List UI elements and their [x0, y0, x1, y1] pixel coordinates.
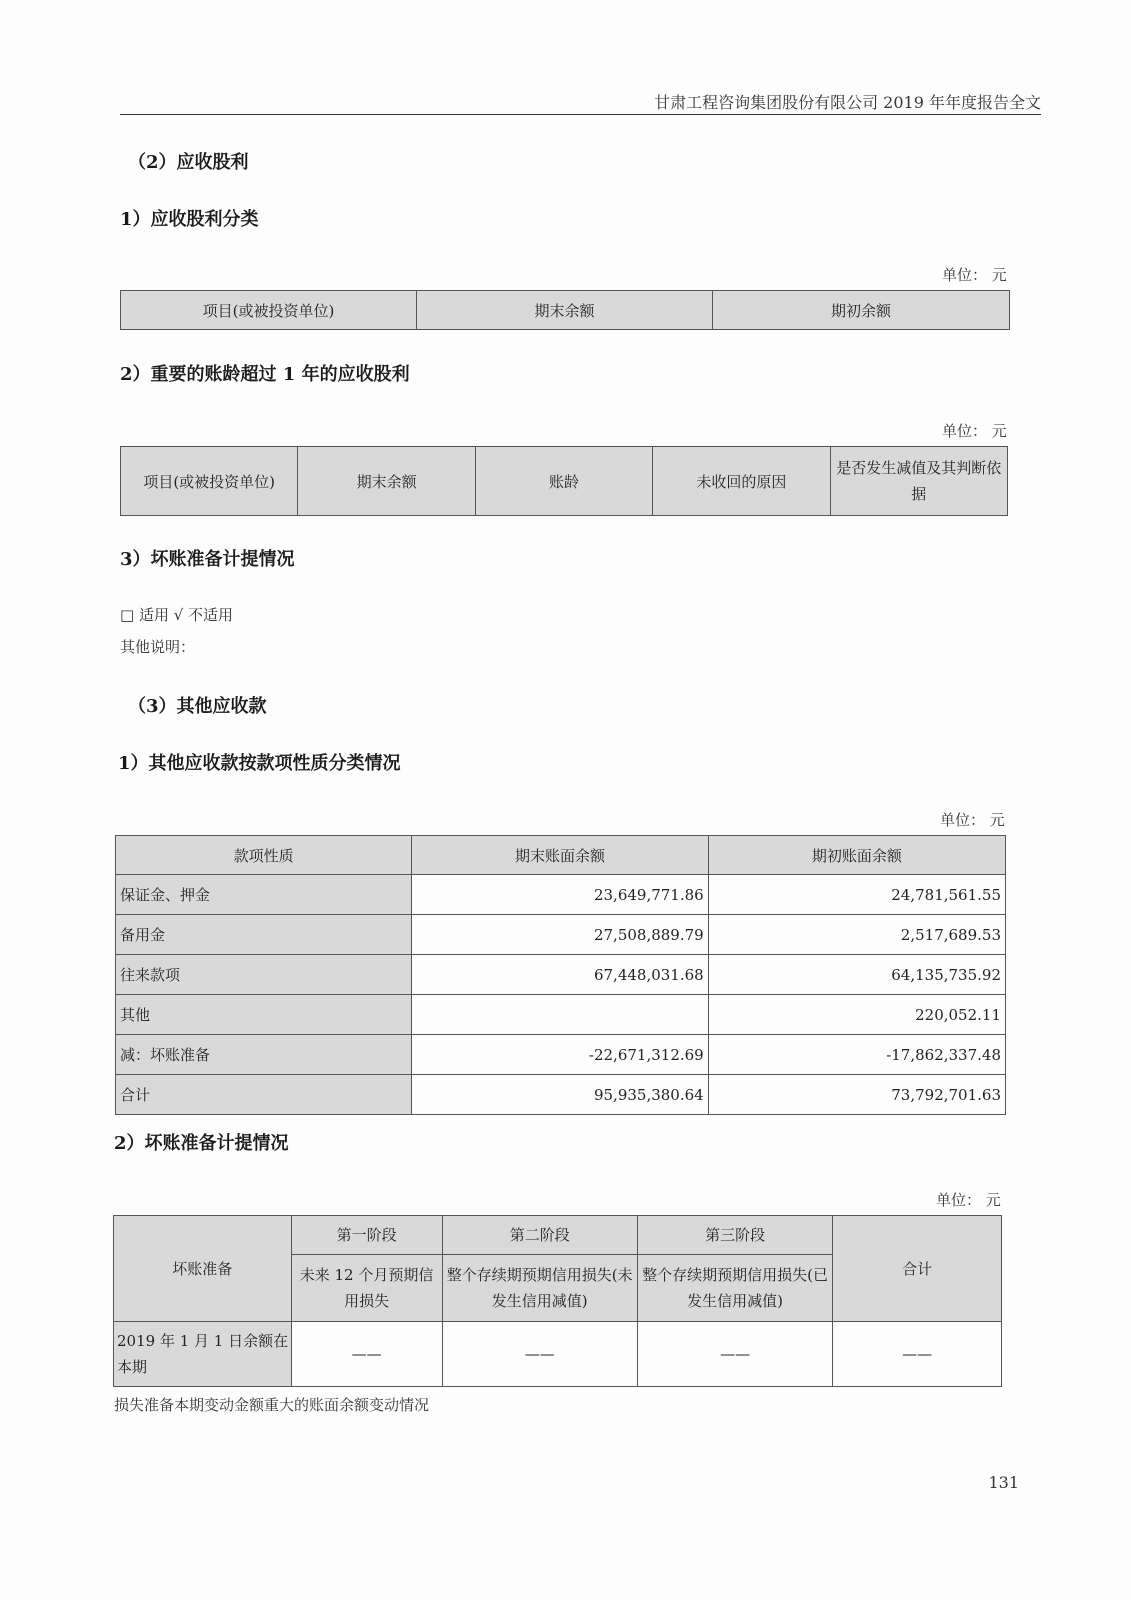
closing-balance-cell: 95,935,380.64	[412, 1075, 708, 1115]
applicability-checkbox-text: □ 适用 √ 不适用	[120, 606, 234, 624]
unit-label: 单位： 元	[942, 266, 1007, 284]
receivables-by-nature-table	[115, 835, 1006, 1115]
unit-label: 单位： 元	[942, 422, 1007, 440]
row-label: 其他	[116, 995, 412, 1035]
total-header: 合计	[833, 1216, 1002, 1322]
dividend-classification-table	[120, 290, 1010, 330]
row-label: 往来款项	[116, 955, 412, 995]
opening-balance-cell: 64,135,735.92	[708, 955, 1005, 995]
opening-balance-cell: 24,781,561.55	[708, 875, 1005, 915]
subheading-bad-debt-provision-2: 2）坏账准备计提情况	[114, 1133, 289, 1154]
stage-3-header: 第三阶段	[637, 1216, 832, 1255]
header-cell: 未收回的原因	[653, 447, 830, 516]
stage-3-description: 整个存续期预期信用损失(已发生信用减值)	[637, 1255, 832, 1322]
header-cell: 期末余额	[417, 291, 713, 330]
header-rule	[120, 114, 1041, 115]
other-notes-label: 其他说明：	[120, 638, 196, 656]
row-label: 保证金、押金	[116, 875, 412, 915]
header-cell: 款项性质	[116, 836, 412, 875]
stage-1-description: 未来 12 个月预期信用损失	[291, 1255, 442, 1322]
header-cell: 期末账面余额	[412, 836, 708, 875]
header-cell: 项目(或被投资单位)	[121, 447, 298, 516]
table-row	[114, 1322, 1002, 1387]
row-label: 合计	[116, 1075, 412, 1115]
dash-cell: ——	[833, 1322, 1002, 1387]
stage-2-description: 整个存续期预期信用损失(未发生信用减值)	[442, 1255, 637, 1322]
opening-balance-cell: 220,052.11	[708, 995, 1005, 1035]
footnote: 损失准备本期变动金额重大的账面余额变动情况	[114, 1396, 430, 1414]
table-row	[116, 875, 1006, 915]
bad-debt-stages-table	[113, 1215, 1002, 1387]
dash-cell: ——	[442, 1322, 637, 1387]
header-cell: 期初余额	[713, 291, 1010, 330]
closing-balance-cell: -22,671,312.69	[412, 1035, 708, 1075]
table-row	[116, 995, 1006, 1035]
header-cell: 是否发生减值及其判断依据	[830, 447, 1007, 516]
stage-2-header: 第二阶段	[442, 1216, 637, 1255]
stage-1-header: 第一阶段	[291, 1216, 442, 1255]
subheading-receivables-by-nature: 1）其他应收款按款项性质分类情况	[118, 753, 401, 774]
header-cell: 坏账准备	[114, 1216, 292, 1322]
table-row	[116, 1075, 1006, 1115]
unit-label: 单位： 元	[940, 811, 1005, 829]
opening-balance-cell: 2,517,689.53	[708, 915, 1005, 955]
unit-label: 单位： 元	[936, 1191, 1001, 1209]
row-label: 2019 年 1 月 1 日余额在本期	[114, 1322, 292, 1387]
section-heading-dividends-receivable: （2）应收股利	[128, 152, 249, 173]
header-cell: 项目(或被投资单位)	[121, 291, 417, 330]
table-row	[116, 955, 1006, 995]
table-row	[116, 915, 1006, 955]
opening-balance-cell: -17,862,337.48	[708, 1035, 1005, 1075]
subheading-bad-debt-provision: 3）坏账准备计提情况	[120, 549, 295, 570]
closing-balance-cell	[412, 995, 708, 1035]
subheading-aged-dividends: 2）重要的账龄超过 1 年的应收股利	[120, 364, 410, 385]
page-number: 131	[988, 1473, 1019, 1492]
aged-dividends-table	[120, 446, 1008, 516]
row-label: 备用金	[116, 915, 412, 955]
closing-balance-cell: 67,448,031.68	[412, 955, 708, 995]
header-cell: 账龄	[475, 447, 652, 516]
running-header: 甘肃工程咨询集团股份有限公司 2019 年年度报告全文	[654, 93, 1041, 112]
dash-cell: ——	[291, 1322, 442, 1387]
closing-balance-cell: 27,508,889.79	[412, 915, 708, 955]
subheading-dividend-classification: 1）应收股利分类	[120, 209, 259, 230]
header-cell: 期末余额	[298, 447, 475, 516]
opening-balance-cell: 73,792,701.63	[708, 1075, 1005, 1115]
section-heading-other-receivables: （3）其他应收款	[128, 696, 267, 717]
dash-cell: ——	[637, 1322, 832, 1387]
closing-balance-cell: 23,649,771.86	[412, 875, 708, 915]
table-row	[116, 1035, 1006, 1075]
header-cell: 期初账面余额	[708, 836, 1005, 875]
row-label: 减：坏账准备	[116, 1035, 412, 1075]
